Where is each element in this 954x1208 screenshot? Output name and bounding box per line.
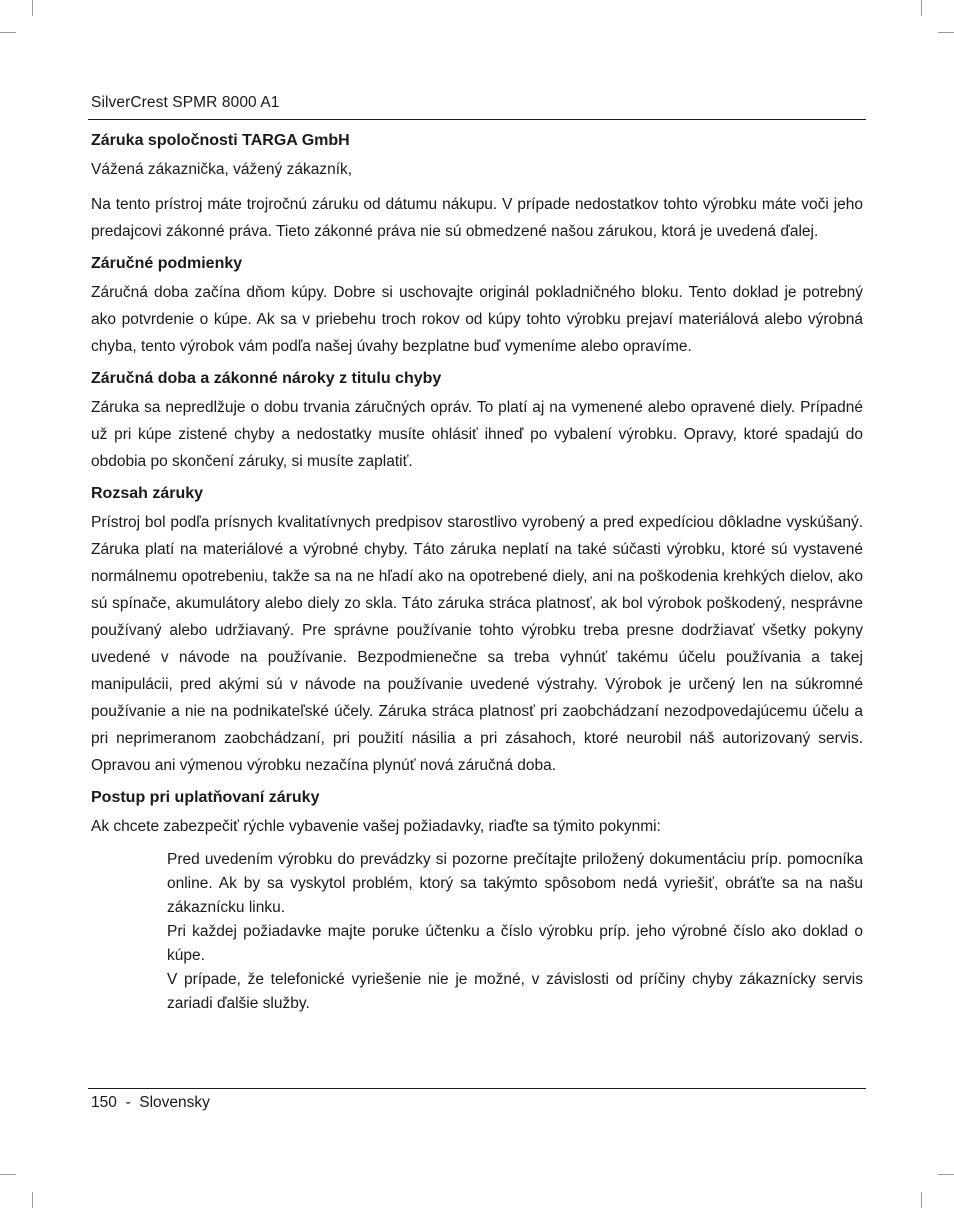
section-heading: Rozsah záruky (91, 485, 204, 502)
list-item: V prípade, že telefonické vyriešenie nie je možné, v závislosti od príčiny chyby zákaznícky servis zariadi ďalšie služby. (167, 971, 863, 1012)
page-footer: 150 - Slovensky (91, 1094, 210, 1111)
page-title: Záruka spoločnosti TARGA GmbH (91, 132, 350, 149)
section-paragraph: Záručná doba začína dňom kúpy. Dobre si uschovajte originál pokladničného bloku. Tento doklad je potrebný ako potvrdenie o kúpe. Ak sa v priebehu troch rokov od kúpy tohto výrobku prejaví materiálová alebo výrobná chyba, tento výrobok vám podľa našej úvahy bezplatne buď vymeníme alebo opravíme. (91, 284, 863, 355)
list-item: Pred uvedením výrobku do prevádzky si pozorne prečítajte priložený dokumentáciu príp. pomocníka online. Ak by sa vyskytol problém, ktorý sa takýmto spôsobom nedá vyriešiť, obráťte sa na našu zákaznícku linku. (167, 851, 863, 916)
running-header: SilverCrest SPMR 8000 A1 (91, 94, 280, 111)
intro-paragraph: Na tento prístroj máte trojročnú záruku od dátumu nákupu. V prípade nedostatkov tohto výrobku máte voči jeho predajcovi zákonné práva. Tieto zákonné práva nie sú obmedzené našou zárukou, ktorá je uvedená ďalej. (91, 196, 863, 240)
crop-mark (921, 1192, 922, 1208)
section-paragraph: Záruka sa nepredlžuje o dobu trvania záručných opráv. To platí aj na vymenené alebo opravené diely. Prípadné už pri kúpe zistené chyby a nedostatky musíte ohlásiť ihneď po vybalení výrobku. Opravy, ktoré spadajú do obdobia po skončení záruky, si musíte zaplatiť. (91, 399, 863, 470)
crop-mark (32, 0, 33, 16)
section-paragraph: Ak chcete zabezpečiť rýchle vybavenie vašej požiadavky, riaďte sa týmito pokynmi: (91, 818, 661, 835)
crop-mark (938, 32, 954, 33)
section-heading: Postup pri uplatňovaní záruky (91, 789, 320, 806)
footer-rule (88, 1088, 866, 1089)
crop-mark (938, 1174, 954, 1175)
section-heading: Záručná doba a zákonné nároky z titulu chyby (91, 370, 442, 387)
instruction-list (167, 848, 863, 1016)
crop-mark (32, 1192, 33, 1208)
list-item: Pri každej požiadavke majte poruke účtenku a číslo výrobku príp. jeho výrobné číslo ako doklad o kúpe. (167, 923, 863, 964)
salutation: Vážená zákaznička, vážený zákazník, (91, 161, 353, 178)
header-rule (88, 119, 866, 120)
crop-mark (921, 0, 922, 16)
page-content (91, 130, 863, 1016)
crop-mark (0, 1174, 16, 1175)
section-paragraph: Prístroj bol podľa prísnych kvalitatívnych predpisov starostlivo vyrobený a pred expedíciou dôkladne vyskúšaný. Záruka platí na materiálové a výrobné chyby. Táto záruka neplatí na také súčasti výrobku, ktoré sú vystavené normálnemu opotrebeniu, takže sa na ne hľadí ako na opotrebené diely, ani na poškodenia krehkých dielov, ako sú spínače, akumulátory alebo diely zo skla. Táto záruka stráca platnosť, ak bol výrobok poškodený, nesprávne používaný alebo udržiavaný. Pre správne používanie tohto výrobku treba presne dodržiavať všetky pokyny uvedené v návode na používanie. Bezpodmienečne sa treba vyhnúť takému účelu používania a takej manipulácii, pred akými sú v návode na používanie uvedené výstrahy. Výrobok je určený len na súkromné používanie a nie na podnikateľské účely. Záruka stráca platnosť pri zaobchádzaní nezodpovedajúcemu účelu a pri neprimeranom zaobchádzaní, pri použití násilia a pri zásahoch, ktoré neurobil náš autorizovaný servis. Opravou ani výmenou výrobku nezačína plynúť nová záručná doba. (91, 514, 863, 774)
crop-mark (0, 32, 16, 33)
section-heading: Záručné podmienky (91, 255, 243, 272)
